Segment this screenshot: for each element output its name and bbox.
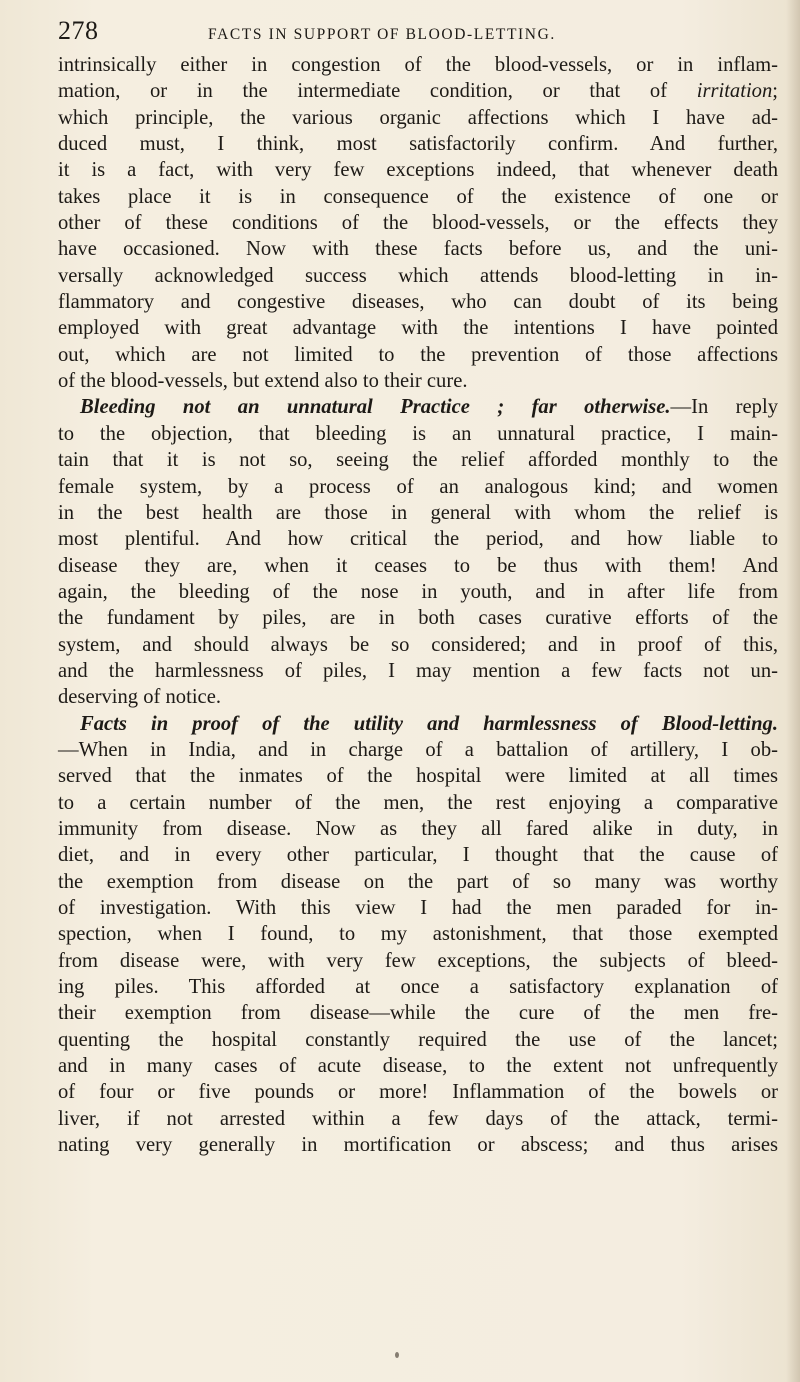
text-line <box>58 1000 778 1026</box>
body-text <box>58 52 778 1158</box>
text-line <box>58 315 778 341</box>
text-segment: employed with great advantage with the intentions I have pointed <box>58 317 778 340</box>
text-segment: the fundament by piles, are in both cases curative efforts of the <box>58 607 778 630</box>
text-line <box>58 553 778 579</box>
text-segment: flammatory and congestive diseases, who can doubt of its being <box>58 291 778 314</box>
text-line <box>58 1132 778 1158</box>
text-line <box>58 921 778 947</box>
text-line <box>58 1053 778 1079</box>
text-segment: female system, by a process of an analogous kind; and women <box>58 475 778 498</box>
text-segment: tain that it is not so, seeing the relief afforded monthly to the <box>58 449 778 472</box>
text-line <box>58 632 778 658</box>
text-line <box>58 184 778 210</box>
text-line <box>58 526 778 552</box>
text-segment: ; <box>772 80 778 103</box>
text-segment: quenting the hospital constantly required the use of the lancet; <box>58 1028 778 1051</box>
text-segment: served that the inmates of the hospital were limited at all times <box>58 765 778 788</box>
text-segment: and in many cases of acute disease, to the extent not unfrequently <box>58 1055 778 1078</box>
text-segment: duced must, I think, most satisfactorily confirm. And further, <box>58 133 778 156</box>
text-line <box>58 869 778 895</box>
text-segment: deserving of notice. <box>58 686 221 709</box>
text-segment: in the best health are those in general with whom the relief is <box>58 501 778 524</box>
text-segment: and the harmlessness of piles, I may mention a few facts not un- <box>58 659 778 682</box>
text-segment: of the blood-vessels, but extend also to their cure. <box>58 370 468 393</box>
text-segment: of investigation. With this view I had the men paraded for in- <box>58 897 778 919</box>
text-line <box>58 500 778 526</box>
text-line <box>58 790 778 816</box>
text-line <box>58 737 778 763</box>
text-line <box>58 1106 778 1132</box>
text-line <box>58 948 778 974</box>
text-line <box>58 421 778 447</box>
text-segment: spection, when I found, to my astonishment, that those exempted <box>58 923 778 946</box>
text-line <box>58 658 778 684</box>
text-line <box>58 289 778 315</box>
text-line <box>58 447 778 473</box>
text-line <box>58 605 778 631</box>
text-line <box>58 684 778 710</box>
text-segment: system, and should always be so considered; and in proof of this, <box>58 633 778 656</box>
text-segment: which principle, the various organic affections which I have ad- <box>58 106 778 129</box>
text-segment: their exemption from disease—while the cure of the men fre- <box>58 1002 778 1025</box>
text-line <box>58 210 778 236</box>
text-line <box>58 1027 778 1053</box>
text-segment: versally acknowledged success which attends blood-letting in in- <box>58 264 778 287</box>
text-segment: nating very generally in mortification or abscess; and thus arises <box>58 1134 778 1157</box>
text-line <box>58 974 778 1000</box>
text-segment: immunity from disease. Now as they all fared alike in duty, in <box>58 817 778 840</box>
text-line <box>58 157 778 183</box>
text-segment: mation, or in the intermediate condition, or that of <box>58 80 697 103</box>
text-line <box>58 474 778 500</box>
text-segment: takes place it is in consequence of the existence of one or <box>58 185 778 208</box>
text-segment: disease they are, when it ceases to be thus with them! And <box>58 554 778 577</box>
text-segment: ing piles. This afforded at once a satisfactory explanation of <box>58 976 778 999</box>
text-segment: of four or five pounds or more! Inflammation of the bowels or <box>58 1081 778 1104</box>
text-line <box>58 711 778 737</box>
text-segment: to a certain number of the men, the rest enjoying a comparative <box>58 791 778 814</box>
text-segment: —When in India, and in charge of a battalion of artillery, I ob- <box>58 738 778 761</box>
running-head <box>58 16 760 50</box>
text-segment: it is a fact, with very few exceptions indeed, that whenever death <box>58 159 778 182</box>
text-line <box>58 52 778 78</box>
text-line <box>58 131 778 157</box>
text-segment: from disease were, with very few exceptions, the subjects of bleed- <box>58 949 778 972</box>
text-segment: —In reply <box>670 396 778 419</box>
text-line <box>58 1079 778 1105</box>
running-title: FACTS IN SUPPORT OF BLOOD-LETTING. <box>208 26 556 43</box>
emphasis-text: Bleeding not an unnatural Practice ; far otherwise. <box>80 396 671 419</box>
emphasis-text: irritation <box>696 80 773 103</box>
text-line <box>58 394 778 420</box>
page-number: 278 <box>58 16 99 45</box>
text-line <box>58 895 778 921</box>
text-line <box>58 579 778 605</box>
text-line <box>58 263 778 289</box>
text-line <box>58 842 778 868</box>
page-edge-shadow <box>786 0 800 1382</box>
text-line <box>58 368 778 394</box>
text-segment: other of these conditions of the blood-vessels, or the effects they <box>58 212 778 235</box>
text-segment: out, which are not limited to the prevention of those affections <box>58 343 778 366</box>
text-line <box>58 105 778 131</box>
text-segment: the exemption from disease on the part of so many was worthy <box>58 870 778 893</box>
text-segment: to the objection, that bleeding is an unnatural practice, I main- <box>58 422 778 445</box>
text-line <box>58 78 778 104</box>
text-segment: diet, and in every other particular, I thought that the cause of <box>58 844 778 867</box>
ink-speck <box>395 1352 399 1358</box>
text-segment: liver, if not arrested within a few days of the attack, termi- <box>58 1107 778 1130</box>
text-segment: most plentiful. And how critical the period, and how liable to <box>58 528 778 551</box>
text-segment: intrinsically either in congestion of the blood-vessels, or in inflam- <box>58 54 778 76</box>
text-line <box>58 763 778 789</box>
text-line <box>58 342 778 368</box>
emphasis-text: Facts in proof of the utility and harmlessness of Blood-letting. <box>80 712 778 735</box>
text-line <box>58 816 778 842</box>
text-segment: have occasioned. Now with these facts before us, and the uni- <box>58 238 778 261</box>
text-segment: again, the bleeding of the nose in youth, and in after life from <box>58 580 778 603</box>
text-line <box>58 236 778 262</box>
